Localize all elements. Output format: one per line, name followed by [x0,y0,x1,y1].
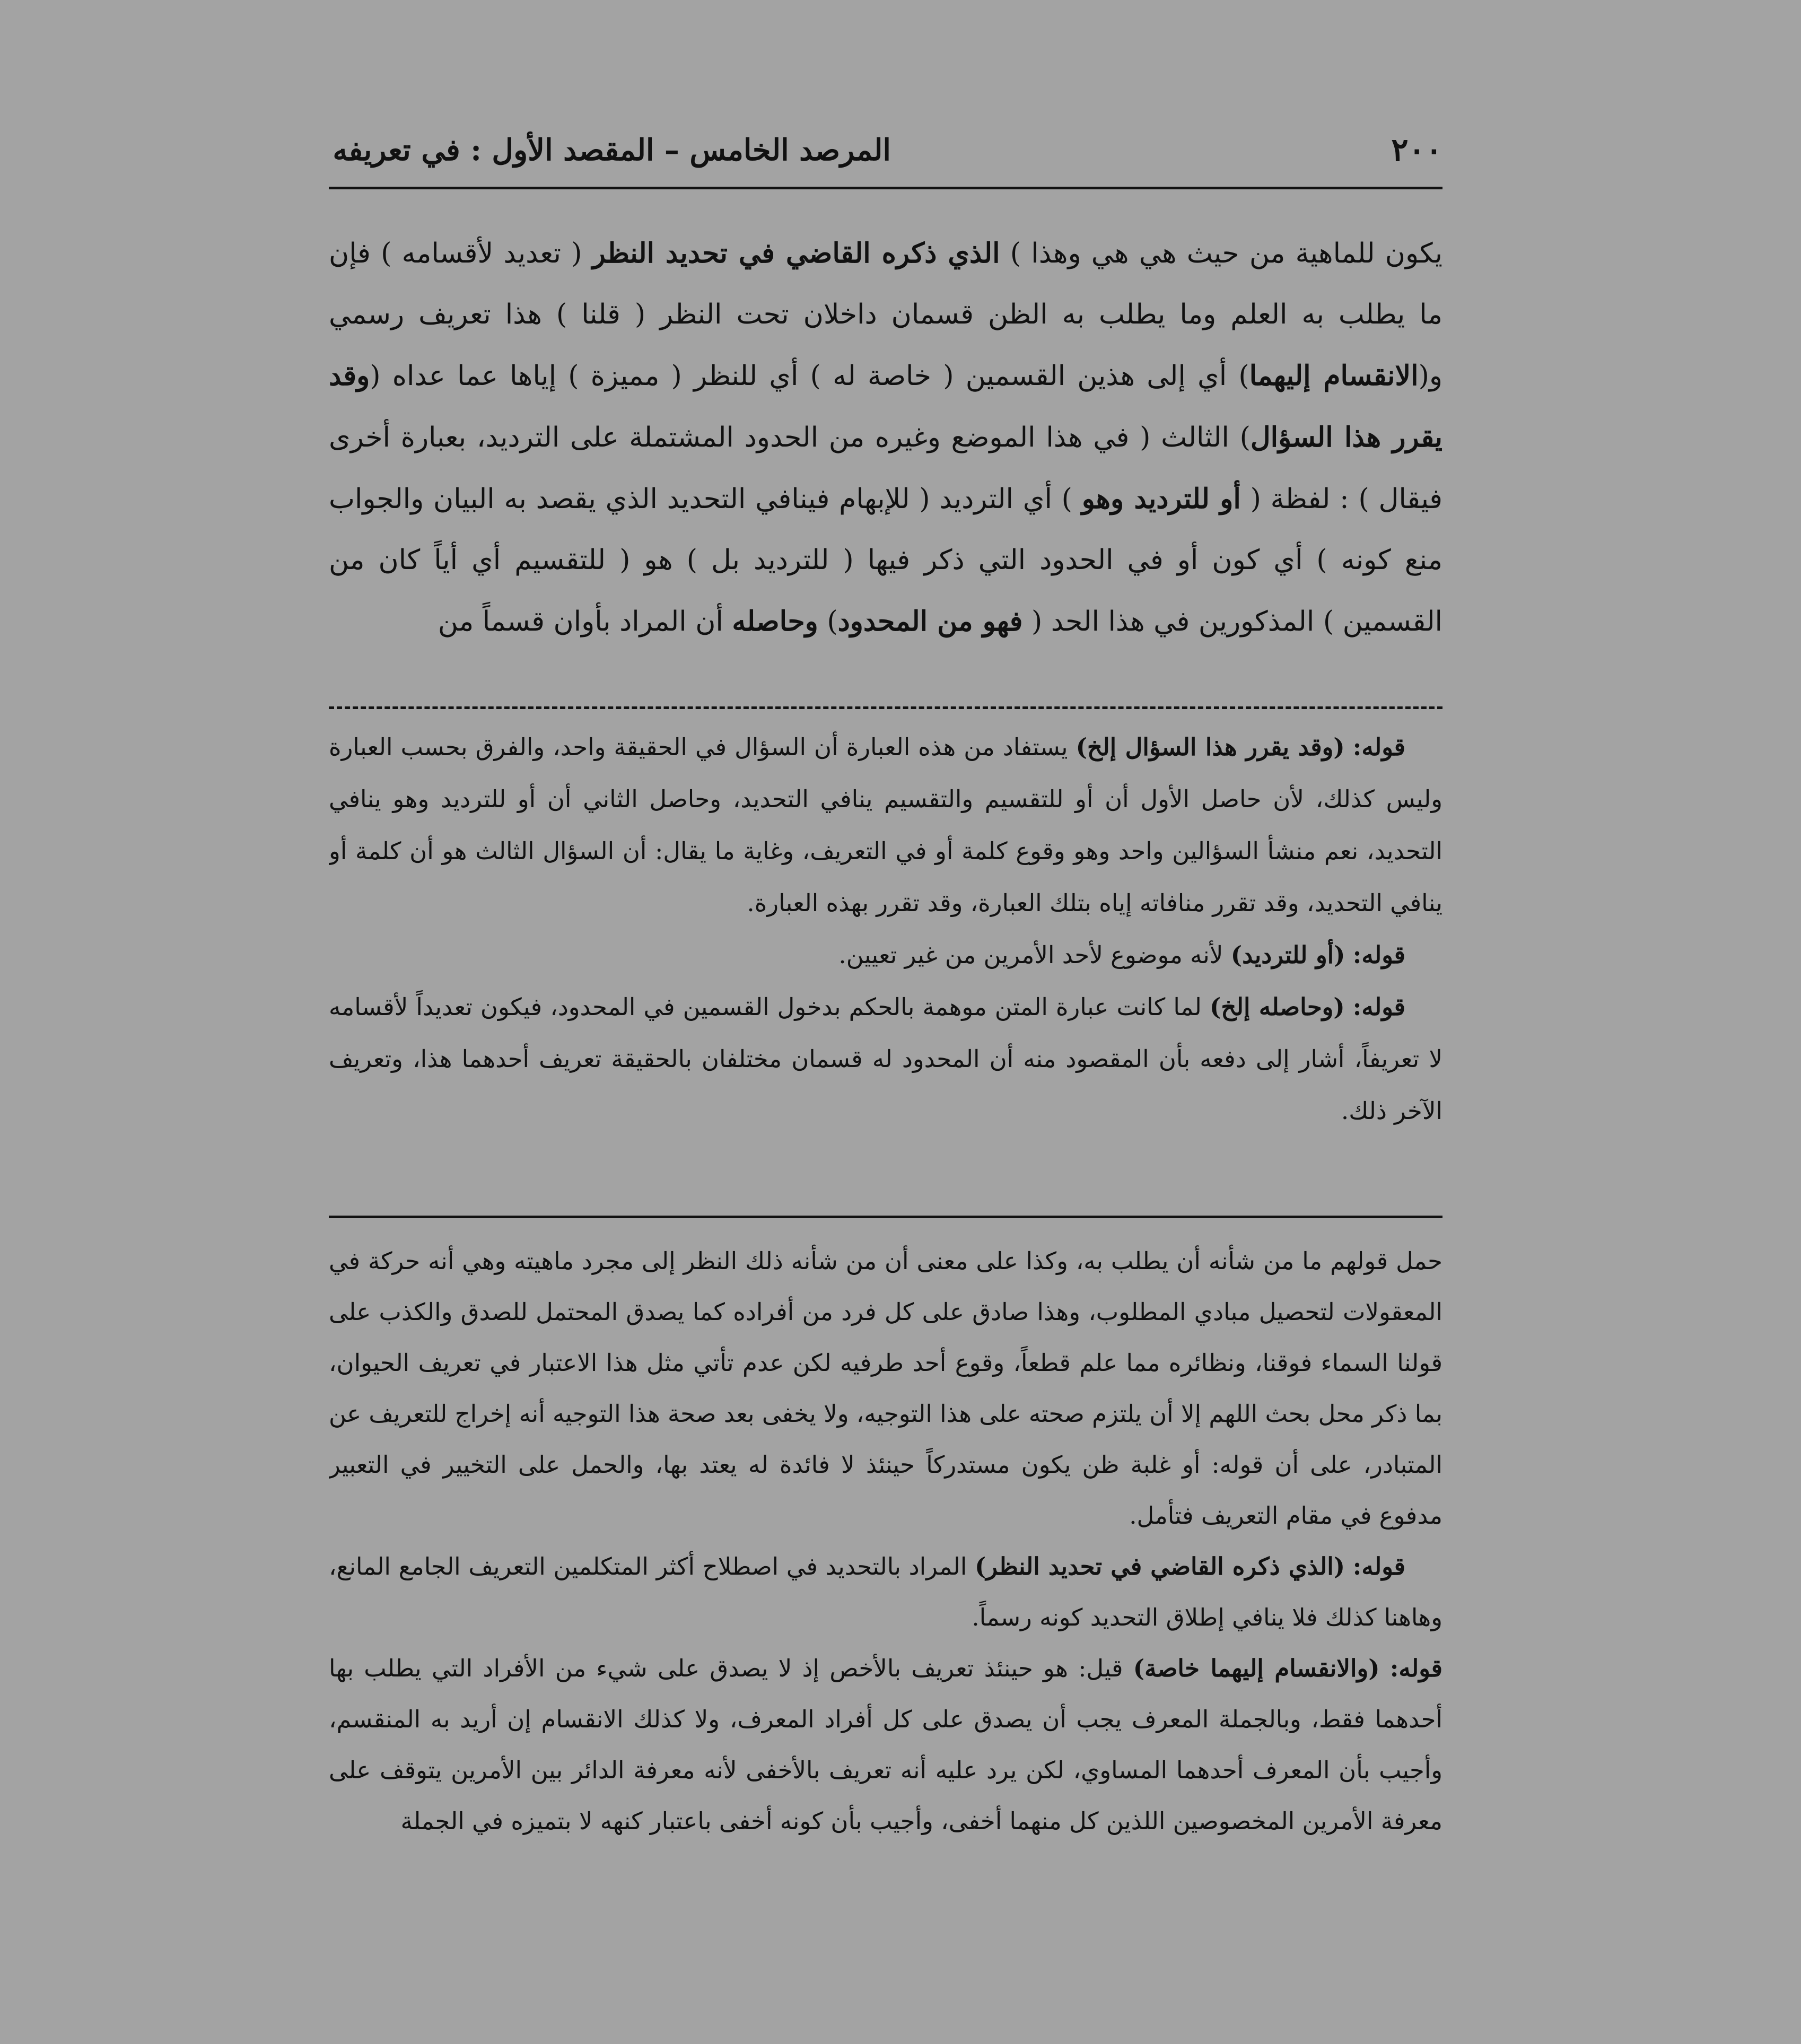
page-header [329,127,1442,180]
note-item: قوله: (والانقسام إليهما خاصة) قيل: هو حينئذ تعريف بالأخص إذ لا يصدق على شيء من الأفراد التي يطلب بها أحدهما فقط، وبالجملة المعرف يجب أن يصدق على كل أفراد المعرف، ولا كذلك الانقسام إن أريد به المنقسم، وأجيب بأن المعرف أحدهما المساوي، لكن يرد عليه أنه تعريف بالأخفى لأنه معرفة الدائر بين الأمرين يتوقف على معرفة الأمرين المخصوصين اللذين كل منهما أخفى، وأجيب بأن كونه أخفى باعتبار كنهه لا بتميزه في الجملة [329,1654,1442,1835]
bold-phrase: وقد يقرر هذا السؤال [329,360,1442,453]
footer-notes [329,1236,1442,1957]
section-divider-dashed [329,706,1442,709]
bold-phrase: الانقسام إليهما [1249,360,1419,392]
section-divider-solid [329,1216,1442,1218]
running-title: المرصد الخامس – المقصد الأول : في تعريفه [333,133,891,168]
bold-phrase: فهو من المحدود [837,605,1023,637]
gloss-item: قوله: (وقد يقرر هذا السؤال إلخ) يستفاد من هذه العبارة أن السؤال في الحقيقة واحد، والفرق بحسب العبارة وليس كذلك، لأن حاصل الأول أن أو للتقسيم والتقسيم ينافي التحديد، وحاصل الثاني أن أو للترديد وهو ينافي التحديد، نعم منشأ السؤالين واحد وهو وقوع كلمة أو في التعريف، وغاية ما يقال: أن السؤال الثالث هو أن كلمة أو ينافي التحديد، وقد تقرر منافاته إياه بتلك العبارة، وقد تقرر بهذه العبارة. [329,733,1442,917]
gloss-item: قوله: (أو للترديد) لأنه موضوع لأحد الأمرين من غير تعيين. [838,941,1405,969]
bold-phrase: الذي ذكره القاضي في تحديد النظر [592,237,1000,269]
page-number: ٢٠٠ [1391,132,1442,169]
bold-phrase: أو للترديد وهو [1081,483,1241,515]
book-page [329,127,1442,1941]
note-paragraph: حمل قولهم ما من شأنه أن يطلب به، وكذا على معنى أن من شأنه ذلك النظر إلى مجرد ماهيته وهي أنه حركة في المعقولات لتحصيل مبادي المطلوب، وهذا صادق على كل فرد من أفراده كما يصدق المحتمل للصدق والكذب على قولنا السماء فوقنا، ونظائره مما علم قطعاً، وقوع أحد طرفيه لكن عدم تأتي مثل هذا الاعتبار في تعريف الحيوان، بما ذكر محل بحث اللهم إلا أن يلتزم صحته على هذا التوجيه، ولا يخفى بعد صحة هذا التوجيه أنه إخراج للتعريف عن المتبادر، على أن قوله: أو غلبة ظن يكون مستدركاً حينئذ لا فائدة له يعتد بها، والحمل على التخيير في التعبير مدفوع في مقام التعريف فتأمل. [329,1247,1442,1530]
main-paragraph: يكون للماهية من حيث هي هي وهذا ) الذي ذكره القاضي في تحديد النظر ( تعديد لأقسامه ) فإن ما يطلب به العلم وما يطلب به الظن قسمان داخلان تحت النظر ( قلنا ) هذا تعريف رسمي و(الانقسام إليهما) أي إلى هذين القسمين ( خاصة له ) أي للنظر ( مميزة ) إياها عما عداه (وقد يقرر هذا السؤال) الثالث ( في هذا الموضع وغيره من الحدود المشتملة على الترديد، بعبارة أخرى فيقال ) : لفظة ( أو للترديد وهو ) أي الترديد ( للإبهام فينافي التحديد الذي يقصد به البيان والجواب منع كونه ) أي كون أو في الحدود التي ذكر فيها ( للترديد بل ) هو ( للتقسيم أي أياً كان من القسمين ) المذكورين في هذا الحد ( فهو من المحدود) وحاصله أن المراد بأوان قسماً من [329,237,1442,637]
gloss-section [329,721,1442,1262]
note-item: قوله: (الذي ذكره القاضي في تحديد النظر) المراد بالتحديد في اصطلاح أكثر المتكلمين التعريف الجامع المانع، وهاهنا كذلك فلا ينافي إطلاق التحديد كونه رسماً. [329,1552,1442,1631]
bold-phrase: وحاصله [732,605,818,637]
main-text [329,223,1442,774]
header-rule [329,187,1442,189]
gloss-item: قوله: (وحاصله إلخ) لما كانت عبارة المتن موهمة بالحكم بدخول القسمين في المحدود، فيكون تعديداً لأقسامه لا تعريفاً، أشار إلى دفعه بأن المقصود منه أن المحدود له قسمان مختلفان بالحقيقة تعريف أحدهما هذا، وتعريف الآخر ذلك. [329,993,1442,1125]
